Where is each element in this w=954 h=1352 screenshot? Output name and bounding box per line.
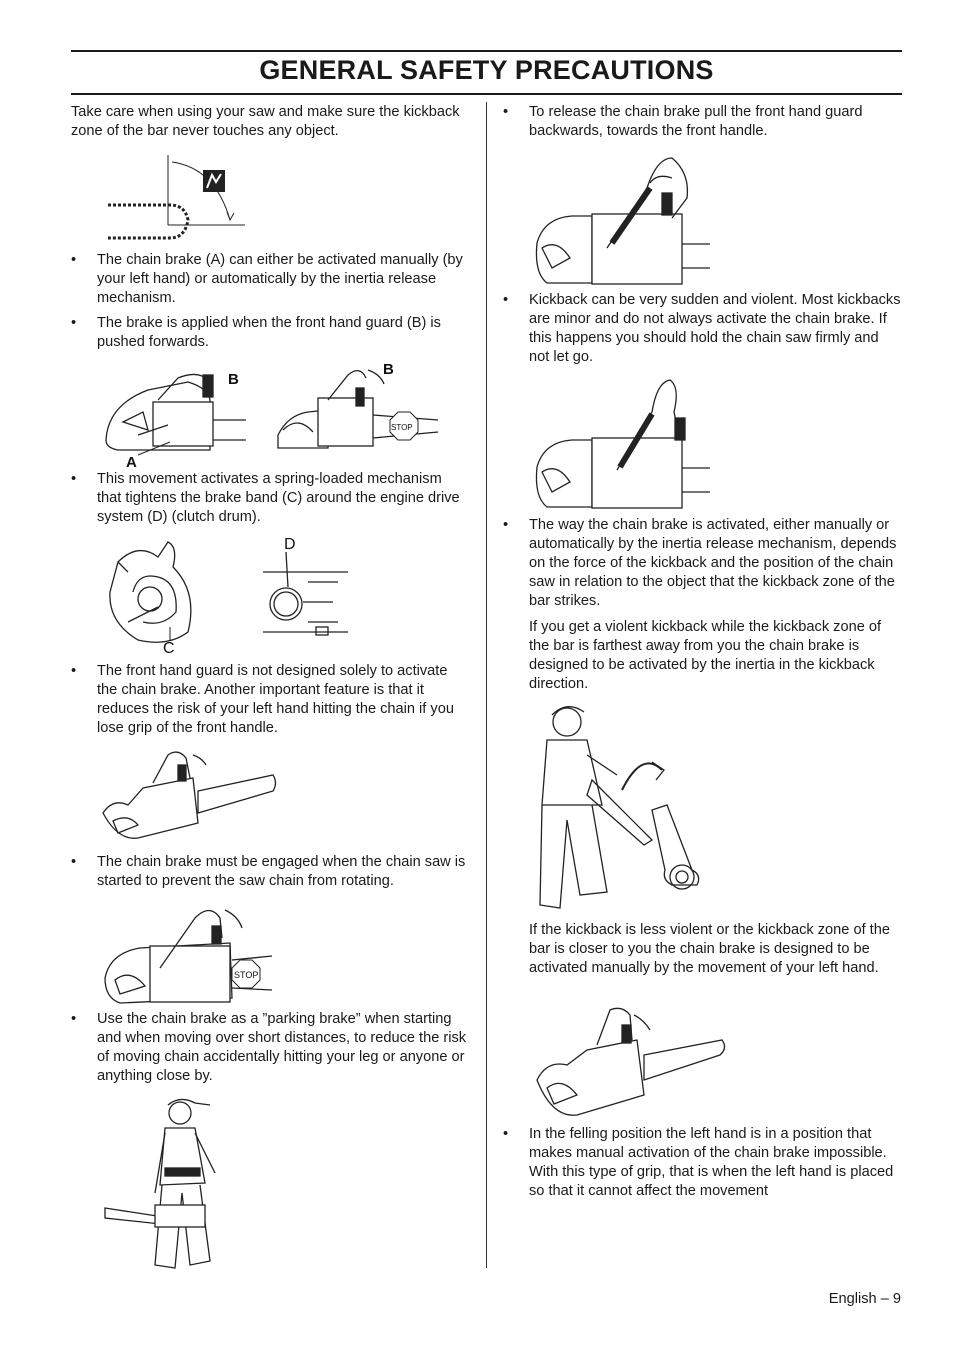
bullet-icon: • bbox=[71, 1011, 77, 1027]
label-b2: B bbox=[383, 361, 394, 378]
intro-paragraph: Take care when using your saw and make sure the kickback zone of the bar never touches any object. bbox=[71, 104, 460, 139]
kickback-hold-figure bbox=[532, 372, 712, 512]
page-footer: English – 9 bbox=[828, 1291, 901, 1307]
stop-sign-label: STOP bbox=[391, 423, 413, 432]
bullet-text: This movement activates a spring-loaded mechanism that tightens the brake band (C) around the engine drive system (D) (clutch drum). bbox=[97, 471, 460, 525]
bullet-text: The chain brake must be engaged when the chain saw is started to prevent the saw chain from rotating. bbox=[97, 854, 466, 889]
column-divider bbox=[486, 102, 487, 1268]
bullet-text: The chain brake (A) can either be activated manually (by your left hand) or automatically by the inertia release mechanism. bbox=[97, 252, 463, 306]
stop-sign-label: STOP bbox=[234, 970, 259, 980]
bullet-text: The brake is applied when the front hand guard (B) is pushed forwards. bbox=[97, 315, 441, 350]
bullet-icon: • bbox=[71, 663, 77, 679]
bullet-icon: • bbox=[71, 854, 77, 870]
label-c: C bbox=[163, 640, 175, 657]
bullet-icon: • bbox=[503, 517, 509, 533]
page-title: GENERAL SAFETY PRECAUTIONS bbox=[259, 55, 714, 85]
bullet-text: The way the chain brake is activated, either manually or automatically by the inertia release mechanism, depends on the force of the kickback and the position of the chain saw in relation to the object that the kickback zone of the bar strikes. bbox=[529, 517, 897, 609]
label-b1: B bbox=[228, 371, 239, 388]
bullet-text: Use the chain brake as a ”parking brake” when starting and when moving over short distances, to reduce the risk of moving chain accidentally hitting your leg or anyone or anything close by. bbox=[97, 1011, 467, 1084]
header-rule-bottom bbox=[71, 93, 902, 95]
chain-brake-ab-figure bbox=[98, 360, 448, 470]
label-d: D bbox=[284, 536, 296, 553]
brake-band-clutch-figure bbox=[98, 532, 358, 657]
start-brake-figure bbox=[100, 898, 280, 1008]
manual-activation-figure bbox=[532, 1000, 727, 1125]
violent-kickback-paragraph: If you get a violent kickback while the kickback zone of the bar is farthest away from you the chain brake is designed to be activated by the inertia in the kickback direction. bbox=[529, 619, 882, 692]
hand-guard-figure bbox=[98, 743, 278, 848]
bullet-icon: • bbox=[71, 471, 77, 487]
less-violent-paragraph: If the kickback is less violent or the kickback zone of the bar is closer to you the chain brake is designed to be activated manually by the movement of your left hand. bbox=[529, 922, 890, 976]
bullet-text: In the felling position the left hand is in a position that makes manual activation of the chain brake impossible. With this type of grip, that is when the left hand is placed so that it cannot affect the movement bbox=[529, 1126, 894, 1199]
bullet-text: To release the chain brake pull the front hand guard backwards, towards the front handle. bbox=[529, 104, 863, 139]
person-carrying-saw-figure bbox=[100, 1093, 230, 1278]
bullet-icon: • bbox=[503, 104, 509, 120]
bullet-icon: • bbox=[71, 315, 77, 331]
header-rule-top bbox=[71, 50, 902, 52]
bullet-text: The front hand guard is not designed solely to activate the chain brake. Another important feature is that it reduces the risk of your left hand hitting the chain if you lose grip of the front handle. bbox=[97, 663, 454, 736]
release-brake-figure bbox=[532, 148, 712, 288]
bullet-icon: • bbox=[71, 252, 77, 268]
kickback-inertia-figure bbox=[532, 700, 712, 915]
kickback-zone-figure bbox=[100, 150, 250, 245]
bullet-icon: • bbox=[503, 292, 509, 308]
bullet-text: Kickback can be very sudden and violent. Most kickbacks are minor and do not always activate the chain brake. If this happens you should hold the chain saw firmly and not let go. bbox=[529, 292, 901, 365]
label-a: A bbox=[126, 454, 137, 470]
bullet-icon: • bbox=[503, 1126, 509, 1142]
